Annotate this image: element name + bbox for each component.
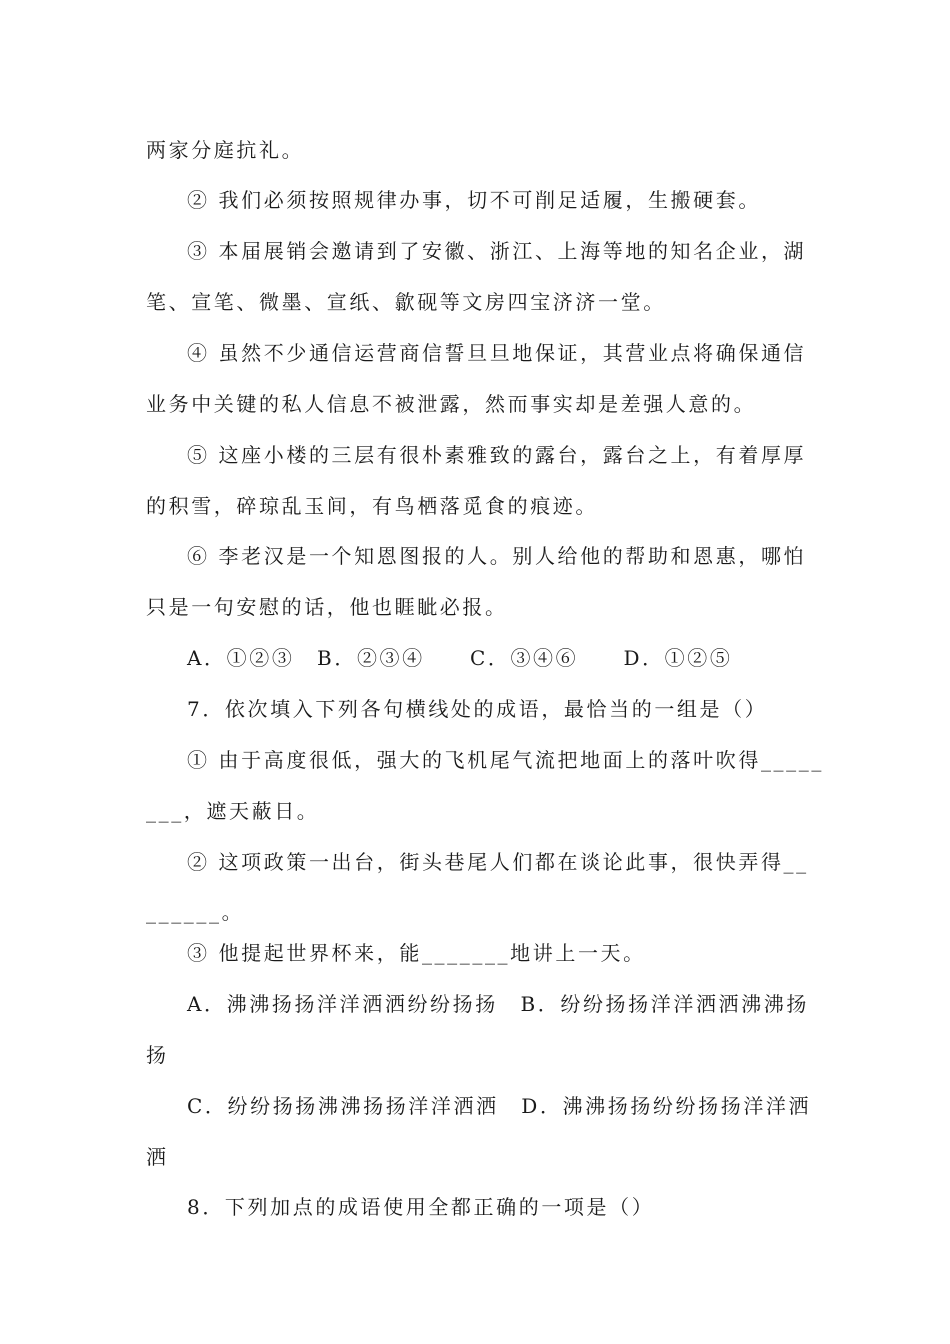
- text-line: ___，遮天蔽日。: [146, 799, 320, 823]
- text-line: 洒: [146, 1145, 169, 1169]
- text-line: 业务中关键的私人信息不被泄露，然而事实却是差强人意的。: [146, 392, 757, 416]
- text-line: 的积雪，碎琼乱玉间，有鸟栖落觅食的痕迹。: [146, 494, 598, 518]
- answer-options-q6: A．①②③ B．②③④ C．③④⑥ D．①②⑤: [187, 646, 733, 670]
- q7-sentence-2: ② 这项政策一出台，街头巷尾人们都在谈论此事，很快弄得__: [187, 850, 809, 874]
- sentence-4: ④ 虽然不少通信运营商信誓旦旦地保证，其营业点将确保通信: [187, 341, 807, 365]
- sentence-5: ⑤ 这座小楼的三层有很朴素雅致的露台，露台之上，有着厚厚: [187, 443, 807, 467]
- q7-sentence-1: ① 由于高度很低，强大的飞机尾气流把地面上的落叶吹得_____: [187, 748, 824, 772]
- text-line: 只是一句安慰的话，他也睚眦必报。: [146, 595, 508, 619]
- q7-options-cd: C．纷纷扬扬沸沸扬扬洋洋洒洒 D．沸沸扬扬纷纷扬扬洋洋洒: [187, 1094, 812, 1118]
- text-line: 扬: [146, 1043, 169, 1067]
- question-7-stem: 7．依次填入下列各句横线处的成语，最恰当的一组是（）: [187, 697, 768, 721]
- sentence-2: ② 我们必须按照规律办事，切不可削足适履，生搬硬套。: [187, 188, 761, 212]
- q7-options-ab: A．沸沸扬扬洋洋洒洒纷纷扬扬 B．纷纷扬扬洋洋洒洒沸沸扬: [187, 992, 809, 1016]
- text-line: 笔、宣笔、微墨、宣纸、歙砚等文房四宝济济一堂。: [146, 290, 666, 314]
- q7-sentence-3: ③ 他提起世界杯来，能_______地讲上一天。: [187, 941, 646, 965]
- text-line: ______。: [146, 900, 245, 924]
- question-8-stem: 8．下列加点的成语使用全都正确的一项是（）: [187, 1195, 655, 1219]
- sentence-6: ⑥ 李老汉是一个知恩图报的人。别人给他的帮助和恩惠，哪怕: [187, 544, 807, 568]
- sentence-3: ③ 本届展销会邀请到了安徽、浙江、上海等地的知名企业，湖: [187, 239, 807, 263]
- text-line: 两家分庭抗礼。: [146, 138, 305, 162]
